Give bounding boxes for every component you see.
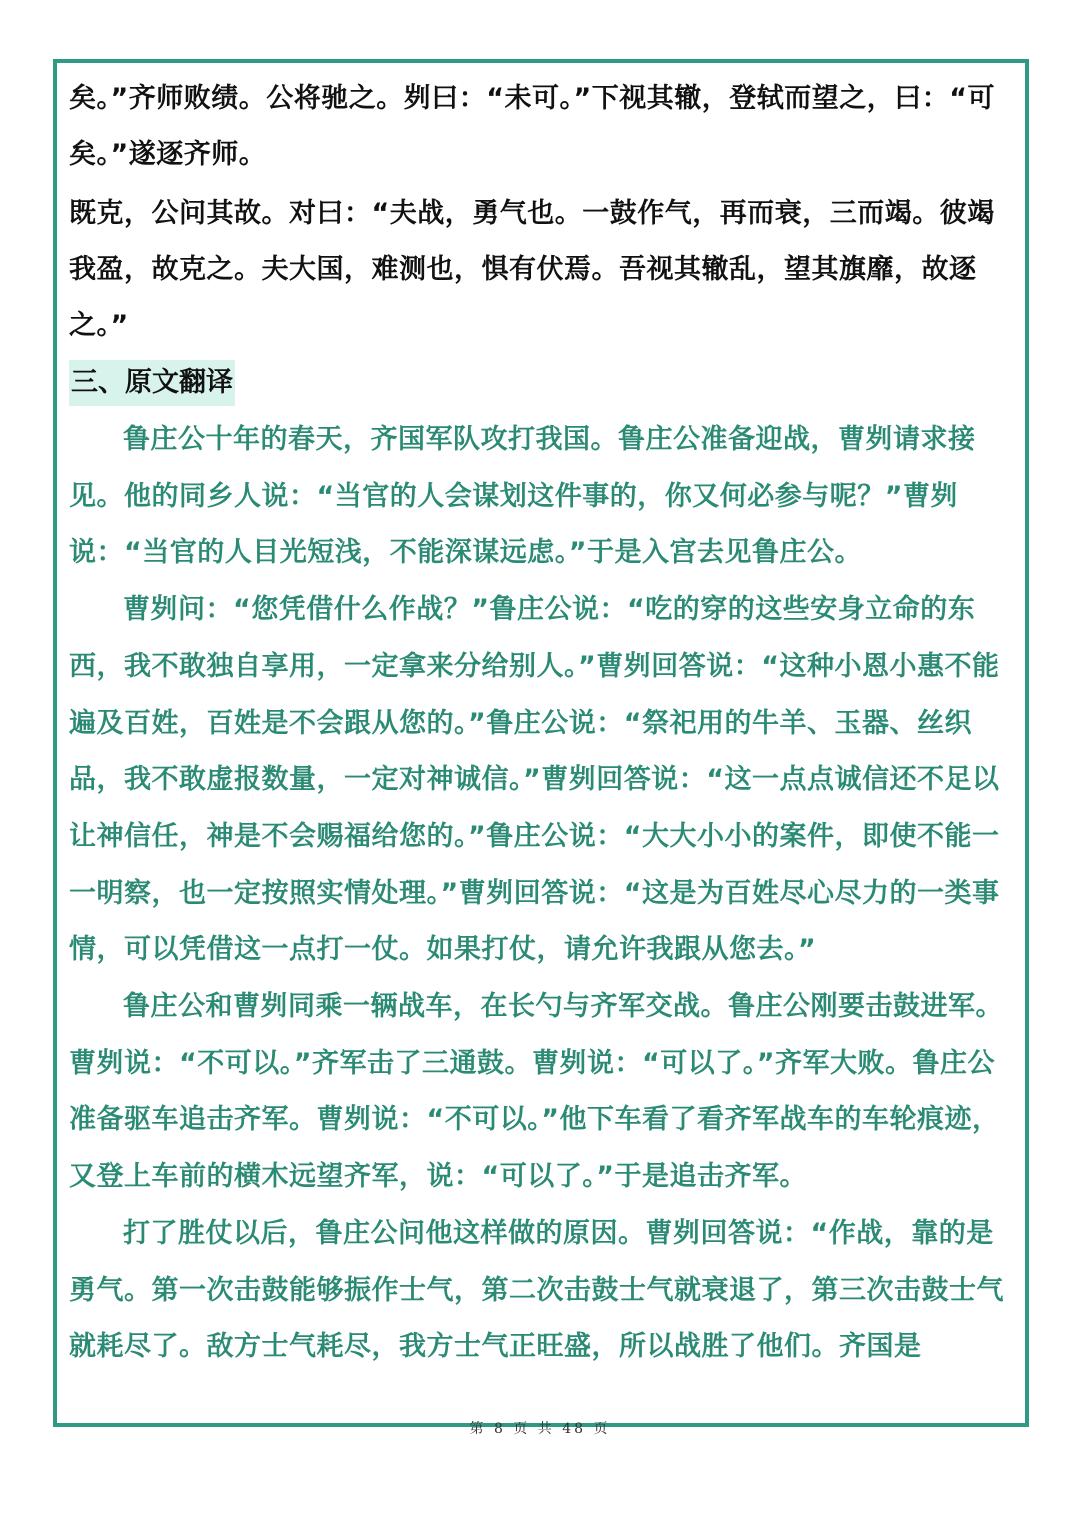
page-content (69, 63, 1015, 1376)
translation-paragraph-1: 鲁庄公十年的春天，齐国军队攻打我国。鲁庄公准备迎战，曹刿请求接见。他的同乡人说：“当官的人会谋划这件事的，你又何必参与呢？”曹刿说：“当官的人目光短浅，不能深谋远虑。”于是入宫去见鲁庄公。 (69, 424, 976, 569)
original-paragraph-1: 矣。”齐师败绩。公将驰之。刿曰：“未可。”下视其辙，登轼而望之，曰：“可矣。”遂逐齐师。 (69, 83, 995, 170)
original-paragraph-2: 既克，公问其故。对曰：“夫战，勇气也。一鼓作气，再而衰，三而竭。彼竭我盈，故克之。夫大国，难测也，惧有伏焉。吾视其辙乱，望其旗靡，故逐之。” (69, 198, 995, 341)
translation-paragraph-4: 打了胜仗以后，鲁庄公问他这样做的原因。曹刿回答说：“作战，靠的是勇气。第一次击鼓能够振作士气，第二次击鼓士气就衰退了，第三次击鼓士气就耗尽了。敌方士气耗尽，我方士气正旺盛，所以战胜了他们。齐国是 (69, 1217, 1004, 1363)
translation-paragraph-3: 鲁庄公和曹刿同乘一辆战车，在长勺与齐军交战。鲁庄公刚要击鼓进军。曹刿说：“不可以。”齐军击了三通鼓。曹刿说：“可以了。”齐军大败。鲁庄公准备驱车追击齐军。曹刿说：“不可以。”他下车看了看齐军战车的车轮痕迹，又登上车前的横木远望齐军，说：“可以了。”于是追击齐军。 (69, 991, 1003, 1193)
page-border-frame (53, 59, 1029, 1427)
page-footer: 第 8 页 共 48 页 (469, 1421, 611, 1437)
section-heading: 三、原文翻译 (69, 360, 235, 406)
translation-paragraph-2: 曹刿问：“您凭借什么作战？”鲁庄公说：“吃的穿的这些安身立命的东西，我不敢独自享用，一定拿来分给别人。”曹刿回答说：“这种小恩小惠不能遍及百姓，百姓是不会跟从您的。”鲁庄公说：“祭祀用的牛羊、玉器、丝织品，我不敢虚报数量，一定对神诚信。”曹刿回答说：“这一点点诚信还不足以让神信任，神是不会赐福给您的。”鲁庄公说：“大大小小的案件，即使不能一一明察，也一定按照实情处理。”曹刿回答说：“这是为百姓尽心尽力的一类事情，可以凭借这一点打一仗。如果打仗，请允许我跟从您去。” (69, 594, 1000, 966)
